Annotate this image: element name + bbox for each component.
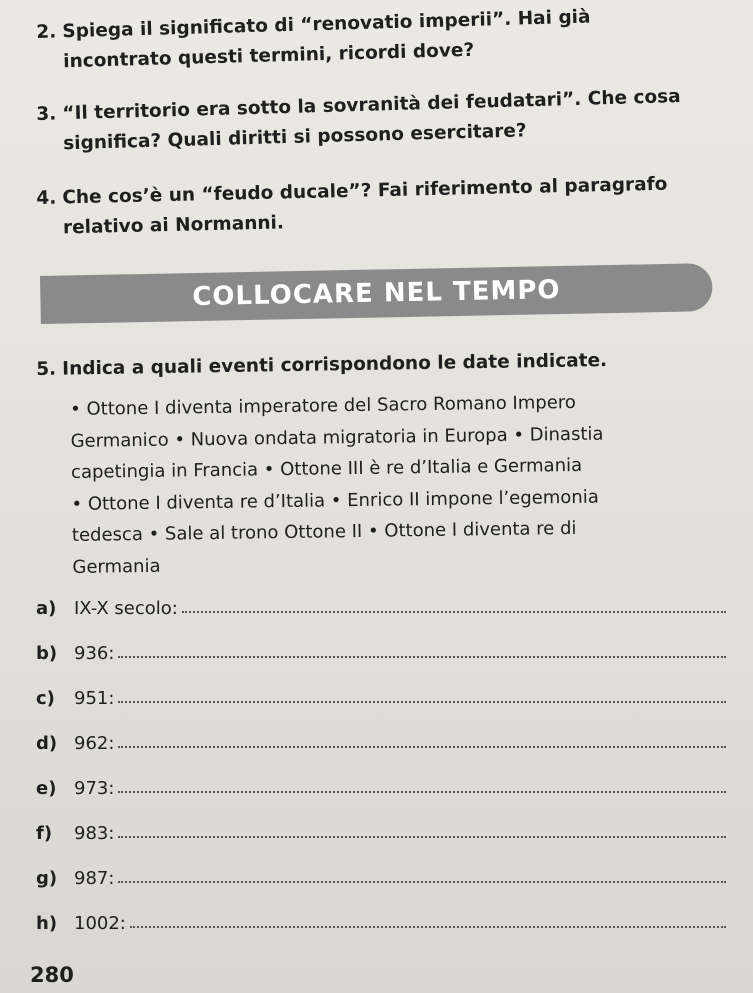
answer-fill-line[interactable] (118, 836, 726, 838)
question-3 (36, 81, 717, 160)
answer-fill-line[interactable] (118, 701, 726, 703)
answer-letter: a) (36, 598, 57, 619)
answer-date: 983: (74, 823, 115, 844)
answer-fill-line[interactable] (130, 926, 726, 928)
answer-row-d (36, 720, 726, 754)
answer-date: 973: (74, 778, 115, 799)
answer-fill-line[interactable] (118, 881, 726, 883)
answer-row-b (36, 630, 726, 664)
answer-date: 962: (74, 733, 115, 754)
question-2 (36, 0, 717, 78)
events-line: capetingia in Francia • Ottone III è re d’Italia e Germania (70, 454, 583, 483)
answer-row-e (36, 765, 726, 799)
answer-letter: h) (36, 913, 58, 934)
page-number: 280 (30, 963, 74, 987)
answer-letter: g) (36, 868, 58, 889)
answer-row-g (36, 855, 726, 889)
answer-row-h (36, 900, 726, 934)
question-number: 3. (36, 103, 57, 125)
answer-fill-line[interactable] (118, 791, 726, 793)
answer-letter: f) (36, 823, 53, 844)
section-title: COLLOCARE NEL TEMPO (192, 275, 561, 313)
question-text-line: incontrato questi termini, ricordi dove? (62, 39, 475, 73)
answer-row-a (36, 585, 726, 619)
question-number: 2. (36, 21, 57, 43)
question-number: 4. (36, 187, 57, 209)
answer-fill-line[interactable] (182, 611, 726, 613)
question-5 (36, 344, 716, 385)
events-line: Germanico • Nuova ondata migratoria in Europa • Dinastia (70, 423, 604, 452)
answer-fill-line[interactable] (118, 746, 726, 748)
events-line: tedesca • Sale al trono Ottone II • Ottone I diventa re di (71, 517, 577, 546)
answer-date: 936: (74, 643, 115, 664)
answer-date: 1002: (74, 913, 126, 934)
answer-letter: d) (36, 733, 58, 754)
question-text-line: relativo ai Normanni. (62, 212, 285, 239)
answer-letter: c) (36, 688, 55, 709)
question-4 (36, 169, 717, 244)
question-text-line: significa? Quali diritti si possono esercitare? (62, 120, 527, 155)
section-banner (40, 263, 713, 324)
events-line: Germania (72, 555, 161, 578)
events-list (70, 386, 673, 583)
answer-row-f (36, 810, 726, 844)
question-text-line: Indica a quali eventi corrispondono le date indicate. (62, 350, 608, 380)
answer-date: 951: (74, 688, 115, 709)
question-number: 5. (36, 358, 57, 380)
answer-row-c (36, 675, 726, 709)
question-text-line: “Il territorio era sotto la sovranità dei feudatari”. Che cosa (62, 86, 681, 125)
events-line: • Ottone I diventa imperatore del Sacro Romano Impero (70, 391, 576, 420)
question-text-line: Spiega il significato di “renovatio imperii”. Hai già (62, 6, 591, 43)
answer-date: IX-X secolo: (74, 598, 178, 619)
events-line: • Ottone I diventa re d’Italia • Enrico II impone l’egemonia (71, 486, 599, 515)
answer-letter: e) (36, 778, 57, 799)
question-text-line: Che cos’è un “feudo ducale”? Fai riferimento al paragrafo (62, 173, 668, 209)
answer-fill-line[interactable] (118, 656, 726, 658)
answer-date: 987: (74, 868, 115, 889)
answer-letter: b) (36, 643, 58, 664)
